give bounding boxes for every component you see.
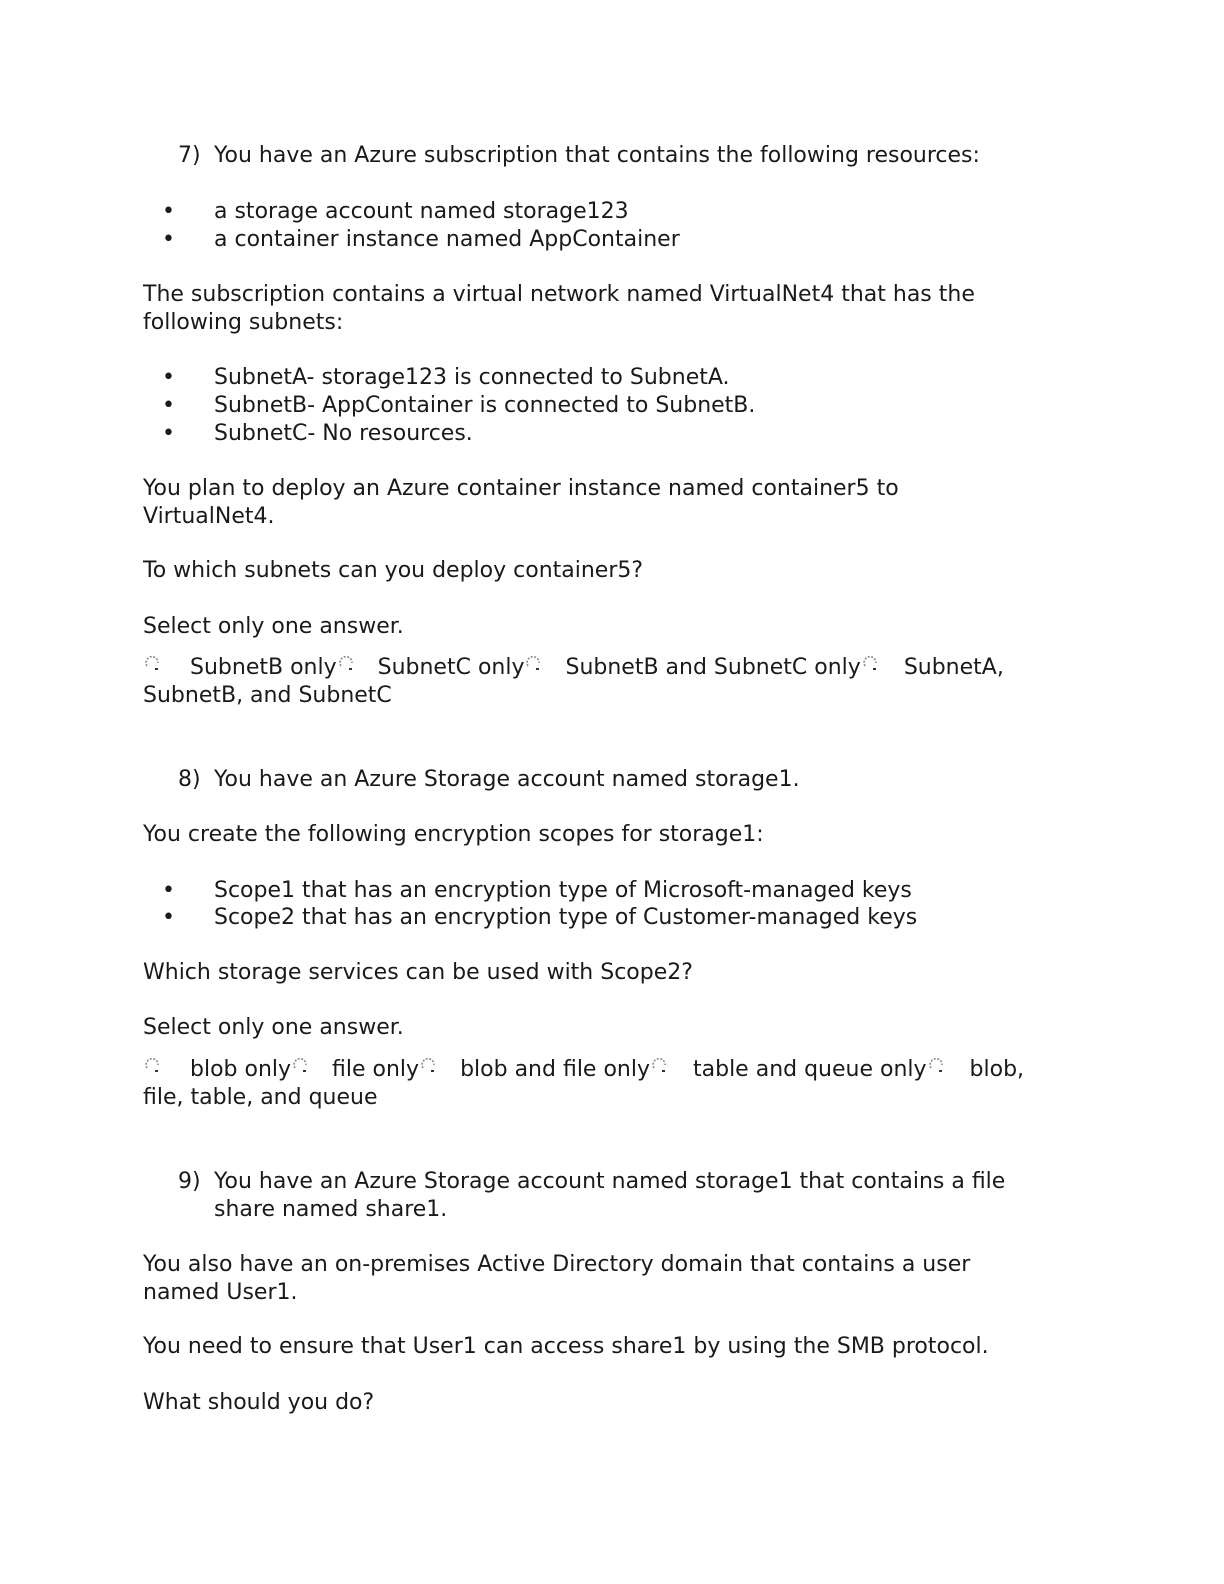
q7-stem: You have an Azure subscription that contains the following resources: <box>214 143 980 168</box>
radio-button[interactable] <box>524 654 544 676</box>
q7-option-label[interactable]: SubnetB only <box>190 655 337 680</box>
q9-stem: share named share1. <box>214 1197 448 1222</box>
bullet: • <box>162 905 175 930</box>
radio-button[interactable] <box>650 1056 670 1078</box>
bullet: • <box>162 393 175 418</box>
bullet: • <box>162 365 175 390</box>
q8-option-label[interactable]: blob only <box>190 1057 292 1082</box>
q7-paragraph: following subnets: <box>143 310 344 335</box>
radio-button[interactable] <box>419 1056 439 1078</box>
radio-button[interactable] <box>143 654 163 676</box>
bullet: • <box>162 227 175 252</box>
q8-option-label[interactable]: table and queue only <box>693 1057 927 1082</box>
q7-option-label-wrap[interactable]: SubnetB, and SubnetC <box>143 683 392 708</box>
q9-stem: You have an Azure Storage account named storage1 that contains a file <box>214 1169 1006 1194</box>
q8-scope-item: Scope1 that has an encryption type of Microsoft-managed keys <box>214 878 912 903</box>
radio-button[interactable] <box>291 1056 311 1078</box>
q7-subnet-item: SubnetA- storage123 is connected to SubnetA. <box>214 365 730 390</box>
radio-button[interactable] <box>143 1056 163 1078</box>
radio-button[interactable] <box>337 654 357 676</box>
q8-option-label-wrap[interactable]: file, table, and queue <box>143 1085 378 1110</box>
q9-paragraph: You need to ensure that User1 can access share1 by using the SMB protocol. <box>143 1334 989 1359</box>
q7-number: 7) <box>178 143 201 168</box>
q8-stem: You have an Azure Storage account named storage1. <box>214 767 800 792</box>
q7-resource-item: a storage account named storage123 <box>214 199 629 224</box>
q9-question: What should you do? <box>143 1390 375 1415</box>
q7-paragraph: You plan to deploy an Azure container instance named container5 to <box>143 476 899 501</box>
q7-option-label[interactable]: SubnetC only <box>377 655 525 680</box>
q7-subnet-item: SubnetC- No resources. <box>214 421 473 446</box>
q7-subnet-item: SubnetB- AppContainer is connected to SubnetB. <box>214 393 756 418</box>
q7-instruction: Select only one answer. <box>143 614 404 639</box>
q8-number: 8) <box>178 767 201 792</box>
q8-options <box>143 1056 1024 1084</box>
q8-scope-item: Scope2 that has an encryption type of Customer-managed keys <box>214 905 918 930</box>
bullet: • <box>162 878 175 903</box>
q9-paragraph: named User1. <box>143 1280 298 1305</box>
q9-paragraph: You also have an on-premises Active Directory domain that contains a user <box>143 1252 971 1277</box>
q8-option-label[interactable]: blob and file only <box>460 1057 650 1082</box>
q7-paragraph: The subscription contains a virtual network named VirtualNet4 that has the <box>143 282 975 307</box>
radio-button[interactable] <box>927 1056 947 1078</box>
q8-question: Which storage services can be used with Scope2? <box>143 960 693 985</box>
q8-instruction: Select only one answer. <box>143 1015 404 1040</box>
q7-resource-item: a container instance named AppContainer <box>214 227 680 252</box>
q7-options <box>143 654 1004 682</box>
q9-number: 9) <box>178 1169 201 1194</box>
bullet: • <box>162 199 175 224</box>
radio-button[interactable] <box>861 654 881 676</box>
q7-question: To which subnets can you deploy container5? <box>143 558 644 583</box>
q8-option-label[interactable]: file only <box>332 1057 420 1082</box>
q7-option-label[interactable]: SubnetA, <box>903 655 1004 680</box>
q8-paragraph: You create the following encryption scopes for storage1: <box>143 822 764 847</box>
q7-option-label[interactable]: SubnetB and SubnetC only <box>565 655 861 680</box>
q8-option-label[interactable]: blob, <box>969 1057 1025 1082</box>
bullet: • <box>162 421 175 446</box>
q7-paragraph: VirtualNet4. <box>143 504 275 529</box>
